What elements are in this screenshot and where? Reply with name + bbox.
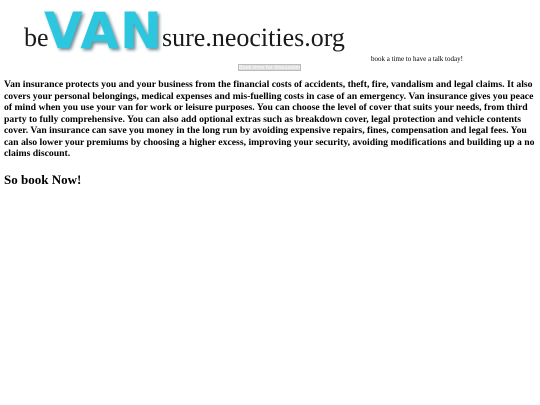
site-logo (24, 2, 364, 66)
logo-prefix: be (24, 23, 49, 52)
insurance-description: Van insurance protects you and your business from the financial costs of accidents, theft, fire, vandalism and legal claims. It also covers your personal belongings, medical expenses and mis-fuelling costs in case of an emergency. Van insurance gives you peace of mind when you use your van for work or leisure purposes. You can choose the level of cover that suits your needs, from third party to fully comprehensive. You can also add optional extras such as breakdown cover, legal protection and vehicle contents cover. Van insurance can save you money in the long run by avoiding expensive repairs, fines, compensation and legal fees. You can also lower your premiums by choosing a higher excess, improving your security, avoiding modifications and building up a no claims discount. (4, 79, 535, 159)
logo-suffix: sure.neocities.org (162, 23, 345, 52)
call-to-action-heading: So book Now! (4, 171, 82, 187)
book-time-button[interactable]: Book time for discussion (239, 65, 301, 71)
header-tagline: book a time to have a talk today! (371, 55, 463, 63)
main-content (4, 79, 538, 188)
site-header (24, 2, 524, 66)
logo-van-highlight: VAN (44, 2, 163, 60)
